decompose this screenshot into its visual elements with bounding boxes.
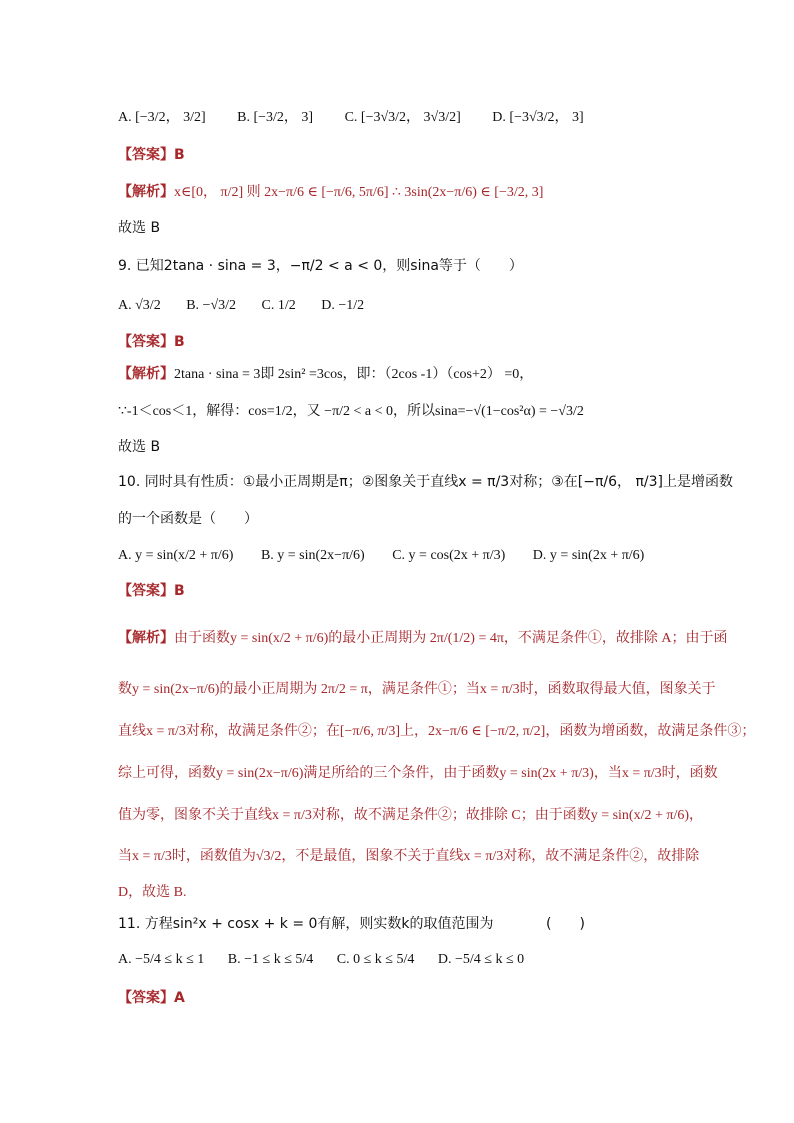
q10-analysis-2: 数y = sin(2x−π/6)的最小正周期为 2π/2 = π，满足条件①；当x = π/3时，函数取得最大值，图象关于	[118, 682, 716, 697]
q11-answer	[118, 988, 185, 1009]
q10-answer	[118, 581, 185, 602]
answer-value: B	[174, 583, 185, 599]
answer-tag: 【答案】	[118, 334, 174, 350]
q10-option-c: C. y = cos(2x + π/3)	[392, 548, 506, 563]
q11-option-d: D. −5/4 ≤ k ≤ 0	[437, 952, 525, 967]
q10-options	[118, 546, 672, 566]
analysis-text: x∈[0， π/2] 则 2x−π/6 ∈ [−π/6, 5π/6] ∴ 3sin(2x−π/6) ∈ [−3/2, 3]	[174, 185, 544, 200]
q8-option-d: D. [−3√3/2， 3]	[492, 110, 584, 125]
q10-analysis-7: D，故选 B.	[118, 885, 187, 900]
q11-option-a: A. −5/4 ≤ k ≤ 1	[118, 952, 205, 967]
q8-answer	[118, 145, 185, 166]
q10-stem-2: 的一个函数是（ ）	[118, 511, 258, 527]
q11-option-c: C. 0 ≤ k ≤ 5/4	[336, 952, 415, 967]
q9-option-d: D. −1/2	[321, 298, 365, 313]
q11-stem-text: 11. 方程sin²x + cosx + k = 0有解，则实数k的取值范围为	[118, 916, 494, 932]
q8-options	[118, 108, 612, 128]
answer-tag: 【答案】	[118, 990, 174, 1006]
q10-analysis-4: 综上可得，函数y = sin(2x−π/6)满足所给的三个条件，由于函数y = sin(2x + π/3)，当x = π/3时，函数	[118, 766, 718, 781]
answer-value: B	[174, 147, 185, 163]
q9-conclusion: 故选 B	[118, 439, 161, 455]
q10-option-b: B. y = sin(2x−π/6)	[260, 548, 365, 563]
answer-tag: 【答案】	[118, 147, 174, 163]
q11-option-b: B. −1 ≤ k ≤ 5/4	[227, 952, 314, 967]
q11-stem	[118, 914, 494, 934]
q9-analysis-2: ∵-1＜cos＜1，解得：cos=1/2，又 −π/2 < a < 0，所以sina=−√(1−cos²α) = −√3/2	[118, 404, 584, 419]
q10-option-d: D. y = sin(2x + π/6)	[532, 548, 645, 563]
analysis-tag: 【解析】	[118, 184, 174, 200]
analysis-text: 由于函数y = sin(x/2 + π/6)的最小正周期为 2π/(1/2) = 4π，不满足条件①，故排除 A；由于函	[174, 631, 728, 646]
analysis-tag: 【解析】	[118, 366, 174, 382]
analysis-text: 2tana · sina = 3即 2sin² =3cos，即：（2cos -1）（cos+2） =0，	[174, 367, 534, 382]
q10-analysis-1	[118, 628, 728, 649]
q8-option-b: B. [−3/2， 3]	[237, 110, 314, 125]
q9-answer	[118, 332, 185, 353]
q10-analysis-3: 直线x = π/3对称，故满足条件②；在[−π/6, π/3]上，2x−π/6 ∈ [−π/2, π/2]，函数为增函数，故满足条件③；	[118, 724, 756, 739]
answer-value: A	[174, 990, 185, 1006]
q9-stem: 9. 已知2tana · sina = 3，−π/2 < a < 0，则sina等于（ ）	[118, 258, 523, 274]
q10-analysis-6: 当x = π/3时，函数值为√3/2，不是最值，图象不关于直线x = π/3对称，故不满足条件②，故排除	[118, 849, 700, 864]
q11-options	[118, 950, 552, 970]
q9-option-b: B. −√3/2	[186, 298, 237, 313]
analysis-tag: 【解析】	[118, 630, 174, 646]
q8-option-a: A. [−3/2， 3/2]	[118, 110, 206, 125]
q8-conclusion: 故选 B	[118, 220, 161, 236]
q8-analysis	[118, 182, 543, 203]
q9-option-c: C. 1/2	[261, 298, 296, 313]
q8-option-c: C. [−3√3/2， 3√3/2]	[344, 110, 461, 125]
q11-paren: ( )	[546, 916, 585, 932]
q9-options	[118, 296, 392, 316]
q10-option-a: A. y = sin(x/2 + π/6)	[118, 548, 234, 563]
answer-value: B	[174, 334, 185, 350]
q9-option-a: A. √3/2	[118, 298, 161, 313]
answer-tag: 【答案】	[118, 583, 174, 599]
q9-analysis-1	[118, 364, 533, 385]
q10-analysis-5: 值为零，图象不关于直线x = π/3对称，故不满足条件②；故排除 C；由于函数y = sin(x/2 + π/6)，	[118, 808, 703, 823]
q10-stem-1: 10. 同时具有性质：①最小正周期是π；②图象关于直线x = π/3对称；③在[−π/6， π/3]上是增函数	[118, 474, 733, 490]
